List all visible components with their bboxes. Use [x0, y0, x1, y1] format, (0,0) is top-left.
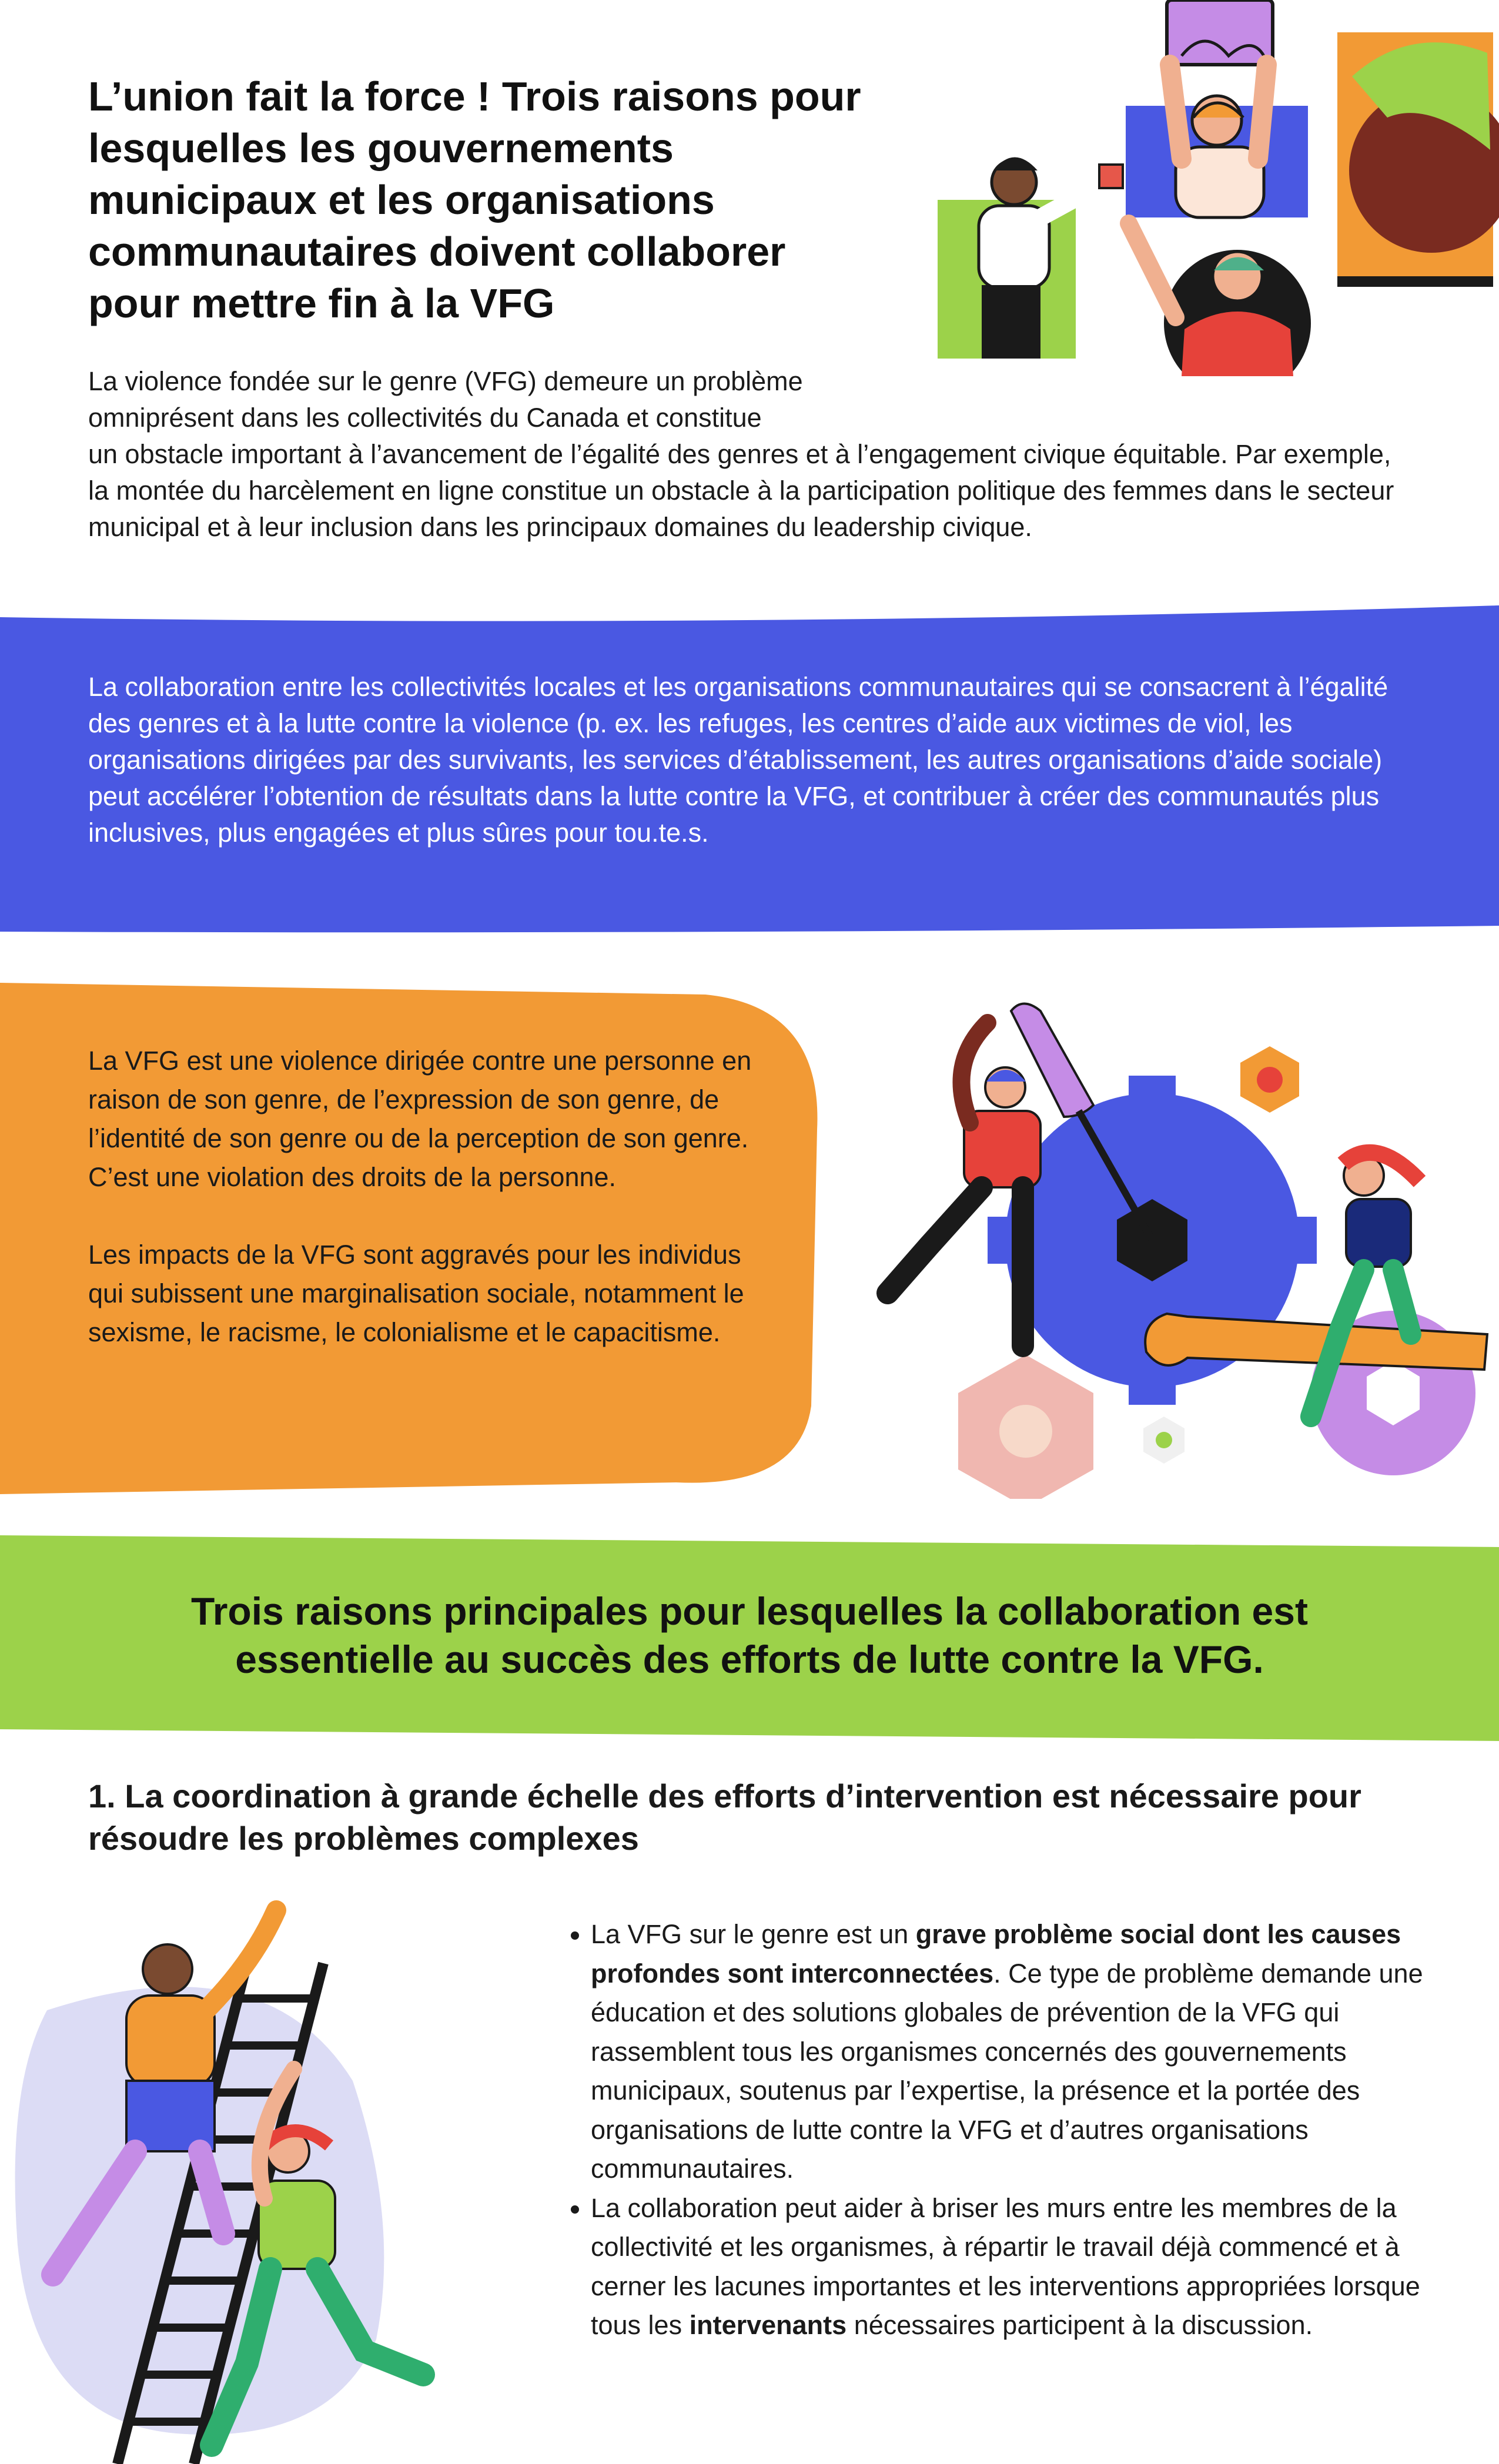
collaboration-illustration [905, 0, 1499, 376]
intro-paragraph [88, 363, 1417, 545]
blue-block-text: La collaboration entre les collectivités locales et les organisations communautaires qui se consacrent à l’égalité des genres et à la lutte contre la violence (p. ex. les refuges, les centres d’aide aux victimes de viol, les organisations dirigées par des survivants, les services d’établissement, les autres organisations d’aide sociale) peut accélérer l’obtention de résultats dans la lutte contre la VFG, et contribuer à créer des communautés plus inclusives, plus engagées et plus sûres pour tou.te.s. [88, 672, 1388, 848]
gbv-definition: La VFG est une violence dirigée contre une personne en raison de son genre, de l’expression de son genre, de l’identité de son genre ou de la perception de son genre. C’est une violation des droits de la personne. [88, 1046, 752, 1192]
orange-block-text [88, 1042, 758, 1391]
intro-text-rest: un obstacle important à l’avancement de l’égalité des genres et à l’engagement civique équitable. Par exemple, la montée du harcèlement en ligne constitue un obstacle à la participation politique des femmes dans le secteur municipal et à leur inclusion dans les principaux domaines du leadership civique. [88, 439, 1394, 542]
page-title: L’union fait la force ! Trois raisons pour lesquelles les gouvernements municipaux et les organisations communautaires doivent collaborer pour mettre fin à la VFG [88, 73, 861, 326]
ladder-illustration [0, 1893, 517, 2464]
section-1-bullets [547, 1915, 1431, 2345]
bullet-item: • La collaboration peut aider à briser les murs entre les membres de la collectivité et les organismes, à répartir le travail déjà commencé et à cerner les lacunes importantes et les interventions appropriées lorsque tous les intervenants nécessaires participent à la discussion. [591, 2189, 1431, 2345]
intro-line-start: La violence fondée sur le genre (VFG) demeure un problème omniprésent dans les collectivités du Canada et constitue [88, 366, 803, 433]
screwdriver [1011, 1004, 1093, 1117]
gears-illustration [846, 970, 1493, 1499]
bullet-item: • La VFG sur le genre est un grave problème social dont les causes profondes sont interconnectées. Ce type de problème demande une éducation et des solutions globales de prévention de la VFG qui rassemblent tous les organismes concernés des gouvernements municipaux, soutenus par l’expertise, la présence et la portée des organisations de lutte contre la VFG et d’autres organisations communautaires. [591, 1915, 1431, 2189]
section-1-heading: 1. La coordination à grande échelle des efforts d’intervention est nécessaire pour résoudre les problèmes complexes [88, 1777, 1361, 1857]
gbv-impacts: Les impacts de la VFG sont aggravés pour les individus qui subissent une marginalisation sociale, notamment le sexisme, le racisme, le colonialisme et le capacitisme. [88, 1240, 744, 1347]
reasons-heading: Trois raisons principales pour lesquelles la collaboration est essentielle au succès des efforts de lutte contre la VFG. [191, 1589, 1308, 1681]
